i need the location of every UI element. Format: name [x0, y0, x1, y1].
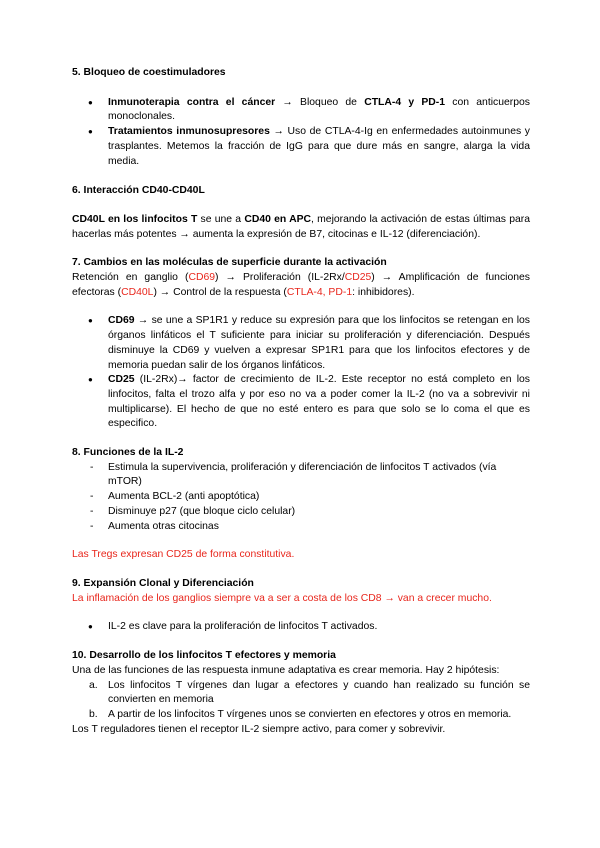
- section-10-list: [72, 679, 530, 723]
- list-label: b.: [89, 708, 98, 720]
- section-7-list: [72, 314, 530, 432]
- section-9-note: La inflamación de los ganglios siempre va a ser a costa de los CD8 → van a crecer mucho.: [72, 592, 492, 604]
- section-6-paragraph: [72, 213, 530, 242]
- highlight: CTLA-4, PD-1: [286, 286, 353, 298]
- term: CTLA-4: [364, 96, 402, 108]
- text: ) → Amplificación de funciones efectoras (: [72, 272, 530, 298]
- list-item: [72, 125, 530, 169]
- text: : inhibidores).: [352, 286, 415, 298]
- section-9-heading: 9. Expansión Clonal y Diferenciación: [72, 577, 254, 589]
- text: se une a: [197, 213, 245, 225]
- text: ) → Control de la respuesta (: [153, 286, 287, 298]
- list-item: ● IL-2 es clave para la proliferación de linfocitos T activados.: [72, 620, 530, 635]
- section-10-heading: 10. Desarrollo de los linfocitos T efectores y memoria: [72, 650, 336, 662]
- list-item: [72, 679, 530, 708]
- term: PD-1: [421, 96, 446, 108]
- text: (IL-2Rx)→ factor de crecimiento de IL-2. Este receptor no está completo en los linfocitos, falta el trozo alfa y por eso no va a poder comer la IL-2 (no va a sobrevivir ni multiplicarse). El hecho de que no esté entero es para que solo se lo coma el que es especifico.: [108, 374, 530, 430]
- text: y: [401, 96, 422, 108]
- list-item: [72, 373, 530, 432]
- highlight: CD69: [188, 272, 216, 284]
- section-6-heading: 6. Interacción CD40-CD40L: [72, 185, 205, 197]
- list-item: [72, 708, 530, 723]
- highlight: CD25: [344, 272, 372, 284]
- text: Retención en ganglio (: [72, 272, 189, 284]
- text: → se une a SP1R1 y reduce su expresión para que los linfocitos se retengan en los órganos linfáticos el T suficiente para iniciar su proliferación y diferenciación. Después disminuye la CD69 y vuelven a expresar SP1R1 para que los linfocitos efectores y de memoria puedan salir de los órganos linfáticos.: [108, 315, 530, 371]
- text: ) → Proliferación (IL-2Rx/: [215, 272, 345, 284]
- section-5-heading: 5. Bloqueo de coestimuladores: [72, 67, 226, 78]
- highlight: CD40L: [121, 286, 154, 298]
- section-7-paragraph: [72, 271, 530, 300]
- text: → Uso de CTLA-4-Ig en enfermedades autoinmunes y trasplantes. Metemos la fracción de IgG para que dure más en sangre, alarga la vida media.: [108, 126, 530, 167]
- list-item: - Aumenta otras citocinas: [72, 520, 530, 535]
- list-item: - Disminuye p27 (que bloque ciclo celular): [72, 505, 530, 520]
- term: CD69: [108, 315, 135, 327]
- text: , mejorando la activación de estas últimas para hacerlas más potentes → aumenta la expresión de B7, citocinas e IL-12 (diferenciación).: [72, 213, 531, 240]
- list-item: [72, 314, 530, 373]
- term: CD25: [108, 374, 135, 386]
- section-10-closing: Los T reguladores tienen el receptor IL-2 siempre activo, para comer y sobrevivir.: [72, 723, 446, 735]
- section-8-note: Las Tregs expresan CD25 de forma constitutiva.: [72, 549, 295, 561]
- section-10-intro: Una de las funciones de las respuesta inmune adaptativa es crear memoria. Hay 2 hipótesis:: [72, 664, 500, 676]
- text: con anticuerpos monoclonales.: [108, 96, 530, 123]
- list-item: [72, 96, 530, 125]
- section-9-list: [72, 620, 530, 635]
- text: → Bloqueo de: [275, 96, 365, 108]
- term: Inmunoterapia contra el cáncer: [108, 96, 276, 108]
- section-5-list: [72, 96, 530, 170]
- list-item: - Estimula la supervivencia, proliferación y diferenciación de linfocitos T activados (vía mTOR): [72, 461, 530, 490]
- text: A partir de los linfocitos T vírgenes unos se convierten en efectores y otros en memoria.: [108, 708, 512, 720]
- document-page: [72, 66, 530, 737]
- term: CD40 en APC: [244, 213, 312, 225]
- section-7-heading: 7. Cambios en las moléculas de superficie durante la activación: [72, 257, 387, 269]
- list-item: - Aumenta BCL-2 (anti apoptótica): [72, 490, 530, 505]
- list-label: a.: [89, 679, 98, 691]
- section-8-list: [72, 461, 530, 535]
- section-8-heading: 8. Funciones de la IL-2: [72, 447, 184, 459]
- text: Los linfocitos T vírgenes dan lugar a efectores y cuando han realizado su función se convierten en memoria: [108, 679, 530, 706]
- term: Tratamientos inmunosupresores: [108, 126, 270, 138]
- term: CD40L en los linfocitos T: [72, 213, 198, 225]
